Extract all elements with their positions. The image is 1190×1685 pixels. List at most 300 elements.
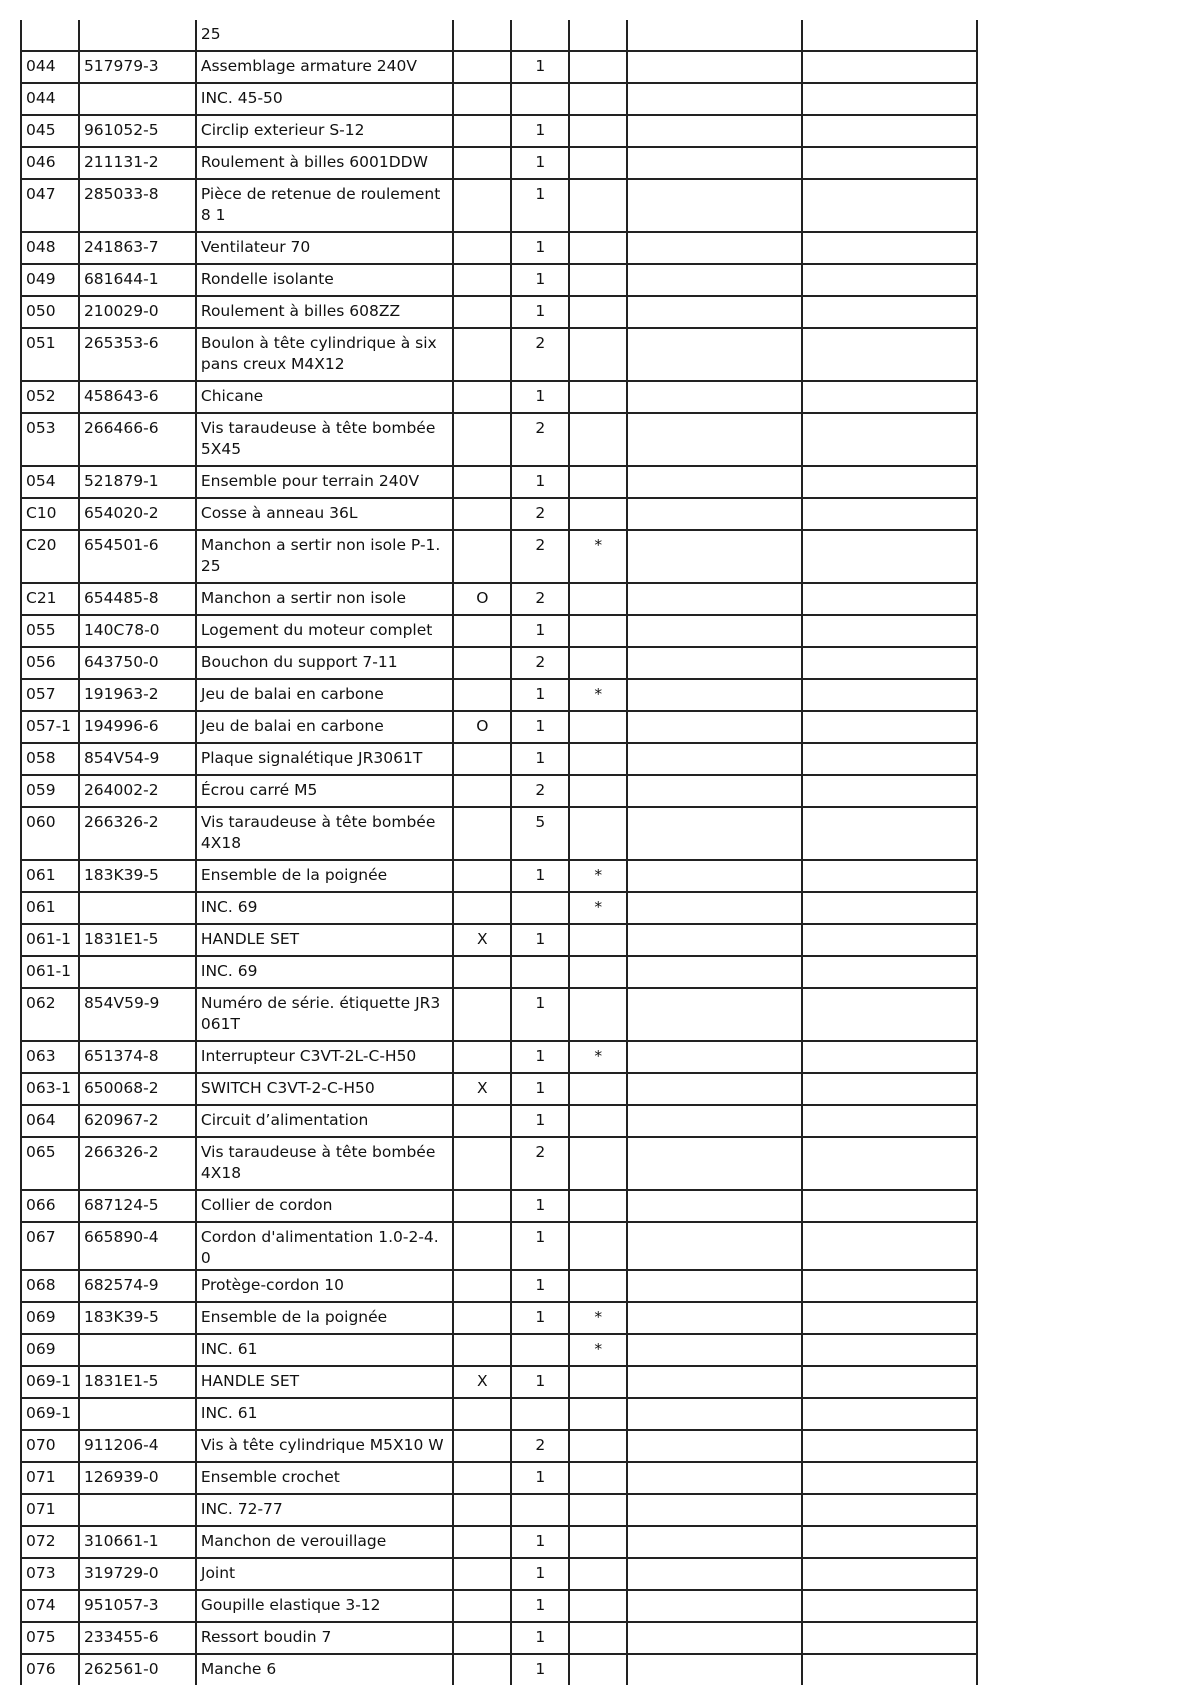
flag-cell-text xyxy=(458,116,506,120)
description-cell-text: Ensemble crochet xyxy=(200,1468,340,1486)
part-number-cell xyxy=(79,20,196,51)
blank-cell-text xyxy=(632,1463,797,1467)
description-cell-text: Joint xyxy=(200,1564,236,1582)
blank-cell-text xyxy=(632,776,797,780)
note-cell-text xyxy=(574,1106,622,1110)
blank-cell-text xyxy=(807,648,972,652)
flag-cell-text xyxy=(458,1591,506,1595)
description-cell xyxy=(196,1558,454,1590)
flag-cell-text xyxy=(458,1655,506,1659)
item-number-cell-text: 071 xyxy=(26,1468,56,1486)
note-cell-text: * xyxy=(594,1047,603,1065)
description-cell-text: 25 xyxy=(200,25,221,43)
blank-cell-text xyxy=(632,1335,797,1339)
flag-cell-text xyxy=(458,531,506,535)
flag-cell-text xyxy=(458,1623,506,1627)
blank-cell xyxy=(802,743,977,775)
quantity-cell-text: 1 xyxy=(535,717,546,735)
note-cell xyxy=(569,1590,627,1622)
quantity-cell-text xyxy=(516,1399,564,1403)
blank-cell xyxy=(627,988,802,1041)
note-cell xyxy=(569,296,627,328)
blank-cell-text xyxy=(632,414,797,418)
quantity-cell-text: 1 xyxy=(535,1079,546,1097)
blank-cell xyxy=(802,1041,977,1073)
note-cell-text xyxy=(574,116,622,120)
blank-cell xyxy=(802,1654,977,1685)
note-cell-text xyxy=(574,1431,622,1435)
blank-cell xyxy=(802,956,977,988)
blank-cell-text xyxy=(632,116,797,120)
note-cell-text xyxy=(574,1191,622,1195)
item-number-cell-text: 069 xyxy=(26,1340,56,1358)
blank-cell xyxy=(627,413,802,466)
blank-cell xyxy=(627,530,802,583)
part-number-cell-text xyxy=(84,1399,191,1403)
blank-cell-text xyxy=(807,744,972,748)
part-number-cell-text: 458643-6 xyxy=(83,387,159,405)
item-number-cell xyxy=(21,296,79,328)
note-cell-text xyxy=(574,1655,622,1659)
table-row xyxy=(21,956,977,988)
description-cell-text: HANDLE SET xyxy=(200,930,300,948)
description-cell-text: Collier de cordon xyxy=(200,1196,333,1214)
blank-cell xyxy=(627,956,802,988)
blank-cell-text xyxy=(632,1399,797,1403)
quantity-cell-text: 2 xyxy=(535,589,546,607)
item-number-cell-text: 068 xyxy=(26,1276,56,1294)
part-number-cell xyxy=(79,583,196,615)
note-cell xyxy=(569,1526,627,1558)
note-cell xyxy=(569,115,627,147)
part-number-cell xyxy=(79,1041,196,1073)
flag-cell xyxy=(453,1222,511,1270)
blank-cell xyxy=(802,1398,977,1430)
note-cell xyxy=(569,328,627,381)
flag-cell-text: X xyxy=(477,1372,488,1390)
part-number-cell-text: 233455-6 xyxy=(83,1628,159,1646)
item-number-cell xyxy=(21,1494,79,1526)
quantity-cell xyxy=(511,147,569,179)
table-row xyxy=(21,1041,977,1073)
quantity-cell xyxy=(511,466,569,498)
flag-cell-text xyxy=(458,1271,506,1275)
quantity-cell xyxy=(511,83,569,115)
flag-cell-text xyxy=(458,776,506,780)
quantity-cell-text: 1 xyxy=(535,930,546,948)
note-cell xyxy=(569,466,627,498)
part-number-cell xyxy=(79,1334,196,1366)
item-number-cell xyxy=(21,20,79,51)
table-row xyxy=(21,1622,977,1654)
part-number-cell xyxy=(79,147,196,179)
blank-cell xyxy=(627,711,802,743)
flag-cell xyxy=(453,498,511,530)
item-number-cell xyxy=(21,83,79,115)
table-row xyxy=(21,1105,977,1137)
note-cell-text xyxy=(574,414,622,418)
flag-cell xyxy=(453,807,511,860)
table-row xyxy=(21,1222,977,1270)
part-number-cell-text: 191963-2 xyxy=(83,685,159,703)
description-cell-text: Ensemble de la poignée xyxy=(200,866,388,884)
quantity-cell-text: 1 xyxy=(535,621,546,639)
blank-cell xyxy=(802,807,977,860)
blank-cell xyxy=(627,264,802,296)
blank-cell xyxy=(627,115,802,147)
blank-cell xyxy=(627,83,802,115)
quantity-cell-text: 1 xyxy=(535,685,546,703)
note-cell-text xyxy=(574,382,622,386)
note-cell xyxy=(569,1041,627,1073)
note-cell xyxy=(569,20,627,51)
item-number-cell xyxy=(21,1190,79,1222)
part-number-cell-text: 681644-1 xyxy=(83,270,159,288)
note-cell-text xyxy=(574,1495,622,1499)
quantity-cell-text: 1 xyxy=(535,185,546,203)
blank-cell-text xyxy=(632,712,797,716)
flag-cell xyxy=(453,296,511,328)
item-number-cell xyxy=(21,1430,79,1462)
blank-cell xyxy=(627,1137,802,1190)
blank-cell-text xyxy=(807,616,972,620)
flag-cell xyxy=(453,232,511,264)
blank-cell xyxy=(802,1190,977,1222)
flag-cell-text xyxy=(458,265,506,269)
item-number-cell-text: 049 xyxy=(26,270,56,288)
part-number-cell-text: 854V54-9 xyxy=(83,749,160,767)
blank-cell-text xyxy=(632,893,797,897)
flag-cell xyxy=(453,679,511,711)
quantity-cell-text: 1 xyxy=(535,1660,546,1678)
quantity-cell-text: 1 xyxy=(535,153,546,171)
part-number-cell xyxy=(79,743,196,775)
flag-cell-text xyxy=(458,297,506,301)
flag-cell xyxy=(453,956,511,988)
part-number-cell xyxy=(79,83,196,115)
description-cell-text: Ressort boudin 7 xyxy=(200,1628,332,1646)
flag-cell-text: X xyxy=(477,930,488,948)
table-row xyxy=(21,988,977,1041)
blank-cell xyxy=(802,1366,977,1398)
description-cell-text: Circuit d’alimentation xyxy=(200,1111,369,1129)
blank-cell xyxy=(627,1334,802,1366)
description-cell-text: Jeu de balai en carbone xyxy=(200,717,384,735)
item-number-cell xyxy=(21,1302,79,1334)
flag-cell-text xyxy=(458,467,506,471)
blank-cell-text xyxy=(632,861,797,865)
item-number-cell xyxy=(21,775,79,807)
quantity-cell xyxy=(511,892,569,924)
blank-cell xyxy=(627,1462,802,1494)
note-cell-text xyxy=(574,233,622,237)
blank-cell-text xyxy=(807,1303,972,1307)
description-cell xyxy=(196,466,454,498)
part-number-cell xyxy=(79,296,196,328)
part-number-cell xyxy=(79,988,196,1041)
quantity-cell xyxy=(511,232,569,264)
item-number-cell-text: 071 xyxy=(26,1500,56,1518)
item-number-cell xyxy=(21,647,79,679)
table-row xyxy=(21,615,977,647)
description-cell xyxy=(196,1590,454,1622)
flag-cell-text xyxy=(458,861,506,865)
blank-cell xyxy=(627,679,802,711)
note-cell-text xyxy=(574,925,622,929)
description-cell xyxy=(196,892,454,924)
blank-cell xyxy=(802,1302,977,1334)
quantity-cell xyxy=(511,381,569,413)
quantity-cell xyxy=(511,860,569,892)
item-number-cell-text: 069 xyxy=(26,1308,56,1326)
flag-cell xyxy=(453,1366,511,1398)
part-number-cell-text: 126939-0 xyxy=(83,1468,159,1486)
part-number-cell xyxy=(79,51,196,83)
blank-cell-text xyxy=(807,1399,972,1403)
blank-cell-text xyxy=(807,329,972,333)
blank-cell xyxy=(802,264,977,296)
table-row xyxy=(21,1462,977,1494)
flag-cell xyxy=(453,615,511,647)
part-number-cell xyxy=(79,498,196,530)
blank-cell xyxy=(802,20,977,51)
flag-cell-text xyxy=(458,1335,506,1339)
blank-cell-text xyxy=(632,297,797,301)
quantity-cell-text: 1 xyxy=(535,1532,546,1550)
flag-cell-text xyxy=(458,148,506,152)
table-row xyxy=(21,179,977,232)
flag-cell xyxy=(453,711,511,743)
blank-cell-text xyxy=(632,1223,797,1227)
quantity-cell-text: 2 xyxy=(535,536,546,554)
part-number-cell xyxy=(79,647,196,679)
blank-cell xyxy=(802,328,977,381)
part-number-cell-text: 961052-5 xyxy=(83,121,159,139)
quantity-cell-text: 1 xyxy=(535,1047,546,1065)
note-cell-text xyxy=(574,989,622,993)
blank-cell xyxy=(802,466,977,498)
blank-cell-text xyxy=(807,1335,972,1339)
quantity-cell-text: 1 xyxy=(535,1628,546,1646)
description-cell xyxy=(196,615,454,647)
note-cell-text xyxy=(574,1463,622,1467)
description-cell-text: Interrupteur C3VT-2L-C-H50 xyxy=(200,1047,417,1065)
description-cell xyxy=(196,20,454,51)
quantity-cell xyxy=(511,1398,569,1430)
table-row xyxy=(21,232,977,264)
quantity-cell-text: 1 xyxy=(535,866,546,884)
item-number-cell-text: 074 xyxy=(26,1596,56,1614)
blank-cell-text xyxy=(807,414,972,418)
table-row xyxy=(21,381,977,413)
note-cell xyxy=(569,1334,627,1366)
description-cell xyxy=(196,83,454,115)
blank-cell xyxy=(802,1334,977,1366)
blank-cell xyxy=(802,924,977,956)
note-cell xyxy=(569,1462,627,1494)
blank-cell-text xyxy=(807,20,972,24)
blank-cell-text xyxy=(632,20,797,24)
blank-cell-text xyxy=(807,382,972,386)
part-number-cell-text xyxy=(84,957,191,961)
quantity-cell-text: 1 xyxy=(535,1276,546,1294)
flag-cell xyxy=(453,1137,511,1190)
blank-cell xyxy=(627,892,802,924)
flag-cell-text xyxy=(458,382,506,386)
flag-cell xyxy=(453,147,511,179)
flag-cell xyxy=(453,83,511,115)
blank-cell-text xyxy=(807,1138,972,1142)
note-cell xyxy=(569,413,627,466)
note-cell xyxy=(569,615,627,647)
part-number-cell xyxy=(79,232,196,264)
part-number-cell-text: 687124-5 xyxy=(83,1196,159,1214)
item-number-cell xyxy=(21,1137,79,1190)
table-row xyxy=(21,1137,977,1190)
flag-cell-text xyxy=(458,648,506,652)
blank-cell-text xyxy=(632,925,797,929)
quantity-cell-text: 2 xyxy=(535,334,546,352)
blank-cell xyxy=(802,115,977,147)
quantity-cell-text xyxy=(516,893,564,897)
note-cell xyxy=(569,1654,627,1685)
description-cell-text: Manchon a sertir non isole xyxy=(200,589,407,607)
item-number-cell xyxy=(21,807,79,860)
table-row xyxy=(21,1526,977,1558)
part-number-cell xyxy=(79,775,196,807)
item-number-cell-text: 065 xyxy=(26,1143,56,1161)
quantity-cell xyxy=(511,264,569,296)
description-cell xyxy=(196,1366,454,1398)
item-number-cell-text: 056 xyxy=(26,653,56,671)
item-number-cell xyxy=(21,530,79,583)
quantity-cell xyxy=(511,1041,569,1073)
description-cell xyxy=(196,115,454,147)
description-cell xyxy=(196,679,454,711)
description-cell-text: Pièce de retenue de roulement 8 1 xyxy=(200,185,441,224)
item-number-cell-text: 057-1 xyxy=(26,717,72,735)
quantity-cell xyxy=(511,1270,569,1302)
flag-cell-text xyxy=(458,744,506,748)
item-number-cell-text: C10 xyxy=(26,504,57,522)
item-number-cell xyxy=(21,1105,79,1137)
item-number-cell xyxy=(21,743,79,775)
description-cell xyxy=(196,1190,454,1222)
blank-cell-text xyxy=(807,265,972,269)
note-cell-text xyxy=(574,1399,622,1403)
description-cell-text: Manchon de verouillage xyxy=(200,1532,387,1550)
blank-cell xyxy=(802,1073,977,1105)
note-cell-text: * xyxy=(594,1340,603,1358)
flag-cell-text xyxy=(458,989,506,993)
blank-cell-text xyxy=(807,1106,972,1110)
quantity-cell xyxy=(511,647,569,679)
blank-cell-text xyxy=(632,1527,797,1531)
quantity-cell-text: 1 xyxy=(535,270,546,288)
table-row xyxy=(21,20,977,51)
item-number-cell-text: 044 xyxy=(26,89,56,107)
item-number-cell-text: 052 xyxy=(26,387,56,405)
blank-cell-text xyxy=(807,1042,972,1046)
item-number-cell xyxy=(21,956,79,988)
quantity-cell-text xyxy=(516,1335,564,1339)
item-number-cell xyxy=(21,1526,79,1558)
item-number-cell-text: 061 xyxy=(26,866,56,884)
quantity-cell-text: 1 xyxy=(535,302,546,320)
part-number-cell xyxy=(79,1190,196,1222)
note-cell xyxy=(569,264,627,296)
blank-cell xyxy=(627,583,802,615)
description-cell xyxy=(196,381,454,413)
part-number-cell xyxy=(79,924,196,956)
flag-cell xyxy=(453,1622,511,1654)
blank-cell xyxy=(627,1430,802,1462)
flag-cell xyxy=(453,179,511,232)
part-number-cell xyxy=(79,956,196,988)
part-number-cell xyxy=(79,1105,196,1137)
blank-cell-text xyxy=(632,1074,797,1078)
description-cell-text: Protège-cordon 10 xyxy=(200,1276,344,1294)
flag-cell xyxy=(453,924,511,956)
note-cell-text: * xyxy=(594,898,603,916)
quantity-cell-text: 1 xyxy=(535,387,546,405)
blank-cell-text xyxy=(632,265,797,269)
description-cell-text: Roulement à billes 608ZZ xyxy=(200,302,401,320)
quantity-cell-text: 2 xyxy=(535,419,546,437)
description-cell-text: Numéro de série. étiquette JR3061T xyxy=(200,994,441,1033)
part-number-cell-text: 241863-7 xyxy=(83,238,159,256)
blank-cell-text xyxy=(807,1463,972,1467)
blank-cell-text xyxy=(632,233,797,237)
note-cell-text xyxy=(574,584,622,588)
description-cell xyxy=(196,647,454,679)
quantity-cell xyxy=(511,498,569,530)
item-number-cell-text: 076 xyxy=(26,1660,56,1678)
item-number-cell xyxy=(21,51,79,83)
blank-cell-text xyxy=(632,1106,797,1110)
description-cell-text: Boulon à tête cylindrique à six pans creux M4X12 xyxy=(200,334,437,373)
blank-cell-text xyxy=(807,1495,972,1499)
parts-table-body xyxy=(21,20,977,1685)
blank-cell xyxy=(627,1222,802,1270)
blank-cell xyxy=(627,328,802,381)
note-cell xyxy=(569,1366,627,1398)
description-cell xyxy=(196,1526,454,1558)
item-number-cell-text: 053 xyxy=(26,419,56,437)
quantity-cell xyxy=(511,1190,569,1222)
item-number-cell-text: 054 xyxy=(26,472,56,490)
flag-cell-text xyxy=(458,1495,506,1499)
quantity-cell-text: 2 xyxy=(535,504,546,522)
blank-cell xyxy=(627,466,802,498)
quantity-cell xyxy=(511,1590,569,1622)
quantity-cell xyxy=(511,615,569,647)
description-cell xyxy=(196,924,454,956)
table-row xyxy=(21,115,977,147)
note-cell xyxy=(569,147,627,179)
part-number-cell-text xyxy=(84,84,191,88)
description-cell-text: INC. 45-50 xyxy=(200,89,283,107)
blank-cell xyxy=(627,179,802,232)
part-number-cell xyxy=(79,860,196,892)
blank-cell xyxy=(802,498,977,530)
quantity-cell-text: 2 xyxy=(535,781,546,799)
part-number-cell xyxy=(79,1222,196,1270)
part-number-cell xyxy=(79,179,196,232)
table-row xyxy=(21,860,977,892)
blank-cell xyxy=(627,20,802,51)
item-number-cell-text: 061-1 xyxy=(26,962,72,980)
